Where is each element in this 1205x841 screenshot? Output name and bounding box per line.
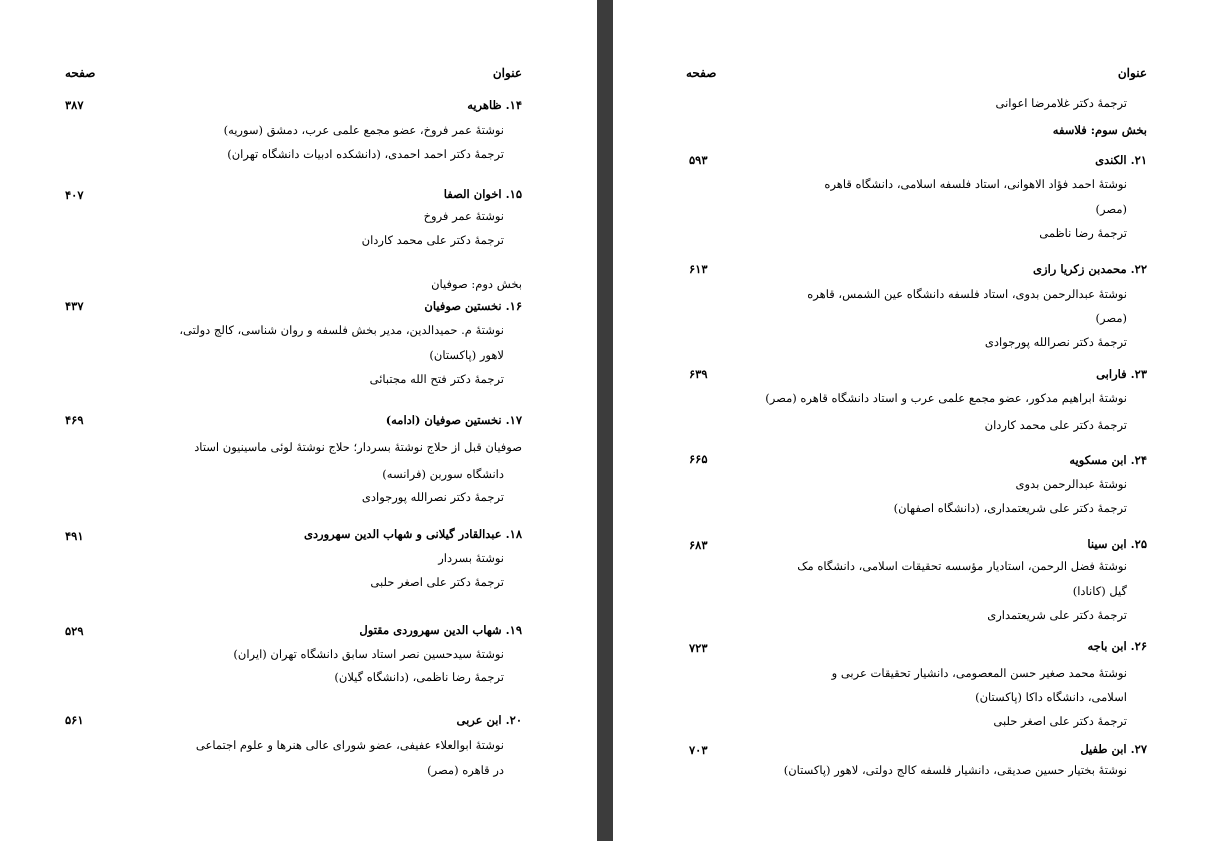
toc-entry-line: صوفیان قبل از حلاج نوشتهٔ بسردار؛ حلاج نوشتهٔ لوئی ماسینیون استاد bbox=[194, 440, 522, 454]
toc-entry-title: ۲۵. ابن سینا bbox=[1087, 537, 1147, 551]
book-gutter bbox=[597, 0, 613, 841]
toc-entry-page: ۵۲۹ bbox=[65, 624, 84, 638]
toc-entry-line: ترجمهٔ دکتر علی محمد کاردان bbox=[984, 418, 1127, 432]
toc-entry-line: نوشتهٔ عمر فروخ bbox=[423, 209, 504, 223]
toc-entry-title: ۱۸. عبدالقادر گیلانی و شهاب الدین سهروردی bbox=[303, 527, 522, 541]
toc-entry-line: نوشتهٔ عمر فروخ، عضو مجمع علمی عرب، دمشق (سوریه) bbox=[223, 123, 504, 137]
toc-entry-page: ۳۸۷ bbox=[65, 98, 84, 112]
toc-entry-title: ۲۷. ابن طفیل bbox=[1080, 742, 1147, 756]
toc-entry-page: ۷۰۳ bbox=[689, 743, 708, 757]
right-header-page: صفحه bbox=[686, 66, 717, 80]
toc-entry-line: نوشتهٔ م. حمیدالدین، مدیر بخش فلسفه و روان شناسی، کالج دولتی، bbox=[179, 323, 504, 337]
toc-entry-page: ۵۹۳ bbox=[689, 153, 708, 167]
toc-entry-title: ۲۰. ابن عربی bbox=[456, 713, 522, 727]
toc-entry-page: ۶۸۳ bbox=[689, 538, 708, 552]
section-heading: بخش دوم: صوفیان bbox=[431, 277, 522, 291]
toc-entry-page: ۷۲۳ bbox=[689, 641, 708, 655]
toc-entry-title: ۱۹. شهاب الدین سهروردی مقتول bbox=[359, 623, 522, 637]
toc-entry-line: ترجمهٔ دکتر نصرالله پورجوادی bbox=[984, 335, 1127, 349]
toc-entry-page: ۴۳۷ bbox=[65, 299, 84, 313]
toc-entry-title: ۱۶. نخستین صوفیان bbox=[424, 299, 522, 313]
toc-entry-title: ۲۳. فارابی bbox=[1096, 367, 1147, 381]
toc-entry-line: نوشتهٔ بختیار حسین صدیقی، دانشیار فلسفه کالج دولتی، لاهور (پاکستان) bbox=[783, 763, 1127, 777]
left-header-title: عنوان bbox=[492, 66, 522, 80]
toc-entry-line: ترجمهٔ دکتر غلامرضا اعوانی bbox=[995, 96, 1127, 110]
toc-entry-line: نوشتهٔ فضل الرحمن، استادیار مؤسسه تحقیقات اسلامی، دانشگاه مک bbox=[797, 559, 1127, 573]
toc-entry-title: ۲۱. الکندی bbox=[1095, 153, 1147, 167]
toc-entry-line: ترجمهٔ رضا ناظمی، (دانشگاه گیلان) bbox=[334, 670, 504, 684]
toc-entry-page: ۵۶۱ bbox=[65, 713, 84, 727]
toc-entry-line: نوشتهٔ ابراهیم مدکور، عضو مجمع علمی عرب و استاد دانشگاه قاهره (مصر) bbox=[765, 391, 1127, 405]
toc-entry-line: (مصر) bbox=[1095, 311, 1127, 325]
toc-entry-line: ترجمهٔ دکتر احمد احمدی، (دانشکده ادبیات دانشگاه تهران) bbox=[227, 147, 504, 161]
toc-entry-line: ترجمهٔ دکتر علی اصغر حلبی bbox=[993, 714, 1127, 728]
toc-entry-line: نوشتهٔ محمد صغیر حسن المعصومی، دانشیار تحقیقات عربی و bbox=[831, 666, 1127, 680]
toc-entry-line: نوشتهٔ عبدالرحمن بدوی bbox=[1015, 477, 1127, 491]
toc-entry-page: ۴۰۷ bbox=[65, 188, 84, 202]
toc-entry-line: دانشگاه سوربن (فرانسه) bbox=[382, 467, 504, 481]
toc-entry-line: ترجمهٔ دکتر علی شریعتمداری، (دانشگاه اصفهان) bbox=[893, 501, 1127, 515]
toc-entry-title: ۲۴. ابن مسکویه bbox=[1069, 453, 1147, 467]
left-page bbox=[0, 0, 597, 841]
right-header-title: عنوان bbox=[1117, 66, 1147, 80]
toc-entry-title: ۱۵. اخوان الصفا bbox=[443, 187, 522, 201]
toc-entry-title: ۱۴. ظاهریه bbox=[467, 98, 522, 112]
toc-entry-line: ترجمهٔ دکتر علی شریعتمداری bbox=[987, 608, 1127, 622]
toc-entry-line: ترجمهٔ دکتر علی محمد کاردان bbox=[361, 233, 504, 247]
toc-entry-line: نوشتهٔ ابوالعلاء عفیفی، عضو شورای عالی هنرها و علوم اجتماعی bbox=[195, 738, 504, 752]
toc-entry-line: ترجمهٔ دکتر نصرالله پورجوادی bbox=[361, 490, 504, 504]
left-header-page: صفحه bbox=[65, 66, 96, 80]
toc-entry-line: ترجمهٔ رضا ناظمی bbox=[1039, 226, 1127, 240]
toc-entry-line: نوشتهٔ سیدحسین نصر استاد سابق دانشگاه تهران (ایران) bbox=[233, 647, 504, 661]
toc-entry-line: نوشتهٔ بسردار bbox=[438, 551, 504, 565]
toc-entry-title: ۲۲. محمدبن زکریا رازی bbox=[1033, 262, 1147, 276]
toc-entry-line: (مصر) bbox=[1095, 202, 1127, 216]
toc-entry-line: ترجمهٔ دکتر علی اصغر حلبی bbox=[370, 575, 504, 589]
toc-entry-line: لاهور (پاکستان) bbox=[429, 348, 504, 362]
toc-entry-page: ۴۹۱ bbox=[65, 529, 84, 543]
toc-entry-title: ۱۷. نخستین صوفیان (ادامه) bbox=[385, 413, 522, 427]
toc-entry-page: ۶۶۵ bbox=[689, 452, 708, 466]
toc-entry-page: ۴۶۹ bbox=[65, 413, 84, 427]
toc-entry-title: ۲۶. ابن باجه bbox=[1087, 639, 1147, 653]
right-page bbox=[613, 0, 1205, 841]
toc-entry-line: در قاهره (مصر) bbox=[427, 763, 504, 777]
toc-entry-line: گیل (کانادا) bbox=[1072, 584, 1127, 598]
toc-entry-line: نوشتهٔ عبدالرحمن بدوی، استاد فلسفه دانشگاه عین الشمس، قاهره bbox=[807, 287, 1127, 301]
toc-entry-line: نوشتهٔ احمد فؤاد الاهوانی، استاد فلسفه اسلامی، دانشگاه قاهره bbox=[824, 177, 1127, 191]
section-heading: بخش سوم: فلاسفه bbox=[1052, 123, 1147, 137]
toc-entry-line: اسلامی، دانشگاه داکا (پاکستان) bbox=[975, 690, 1127, 704]
toc-entry-page: ۶۱۳ bbox=[689, 262, 708, 276]
toc-entry-line: ترجمهٔ دکتر فتح الله مجتبائی bbox=[369, 372, 504, 386]
toc-entry-page: ۶۳۹ bbox=[689, 367, 708, 381]
